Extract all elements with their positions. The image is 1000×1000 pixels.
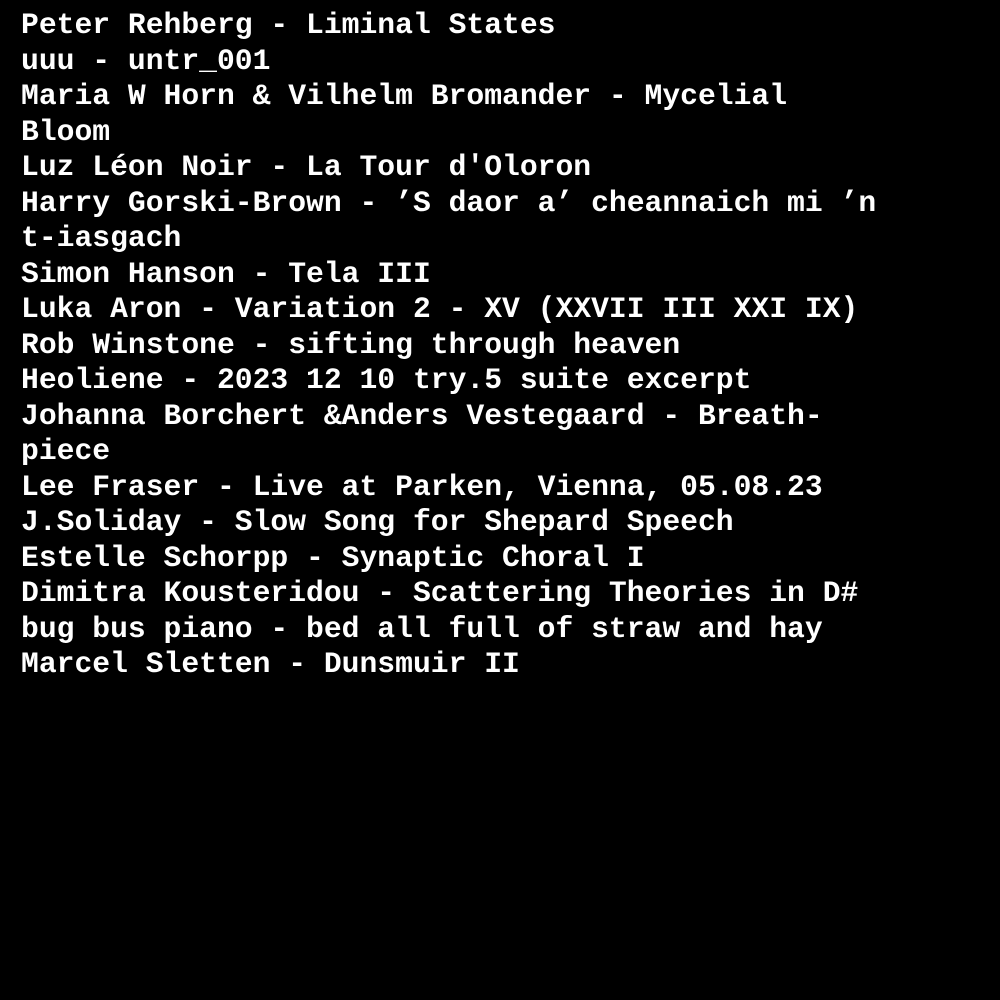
track-line-continued: piece — [21, 434, 111, 468]
track-item — [21, 399, 981, 470]
track-line: Lee Fraser - Live at Parken, Vienna, 05.08.23 — [21, 469, 823, 504]
track-item — [21, 150, 981, 186]
track-line: Peter Rehberg - Liminal States — [21, 8, 556, 42]
track-line: uuu - untr_001 — [21, 43, 271, 78]
track-item — [21, 257, 981, 293]
track-line: Johanna Borchert &Anders Vestegaard - Breath- — [21, 398, 823, 433]
track-item — [21, 612, 981, 648]
track-line: Heoliene - 2023 12 10 try.5 suite excerpt — [21, 363, 752, 397]
track-line: J.Soliday - Slow Song for Shepard Speech — [21, 505, 734, 539]
track-item — [21, 44, 981, 80]
tracklist — [21, 8, 981, 683]
track-line: Luka Aron - Variation 2 - XV (XXVII III XXI IX) — [21, 292, 859, 326]
track-line: Simon Hanson - Tela III — [21, 256, 431, 291]
track-line: Rob Winstone - sifting through heaven — [21, 327, 681, 362]
track-line-continued: Bloom — [21, 114, 111, 149]
track-line: Estelle Schorpp - Synaptic Choral I — [21, 540, 645, 575]
track-line-continued: t-iasgach — [21, 221, 182, 255]
track-item — [21, 8, 981, 44]
track-line: Luz Léon Noir - La Tour d'Oloron — [21, 150, 592, 184]
track-item — [21, 292, 981, 328]
track-item — [21, 79, 981, 150]
track-line: Maria W Horn & Vilhelm Bromander - Mycelial — [21, 79, 788, 113]
track-item — [21, 363, 981, 399]
track-item — [21, 541, 981, 577]
track-line: Dimitra Kousteridou - Scattering Theories in D# — [21, 576, 859, 610]
track-line: Harry Gorski-Brown - ’S daor a’ cheannaich mi ’n — [21, 185, 877, 220]
track-item — [21, 186, 981, 257]
track-line: Marcel Sletten - Dunsmuir II — [21, 647, 520, 681]
track-item — [21, 647, 981, 683]
track-line: bug bus piano - bed all full of straw and hay — [21, 611, 823, 646]
track-item — [21, 505, 981, 541]
track-item — [21, 470, 981, 506]
track-item — [21, 576, 981, 612]
track-item — [21, 328, 981, 364]
